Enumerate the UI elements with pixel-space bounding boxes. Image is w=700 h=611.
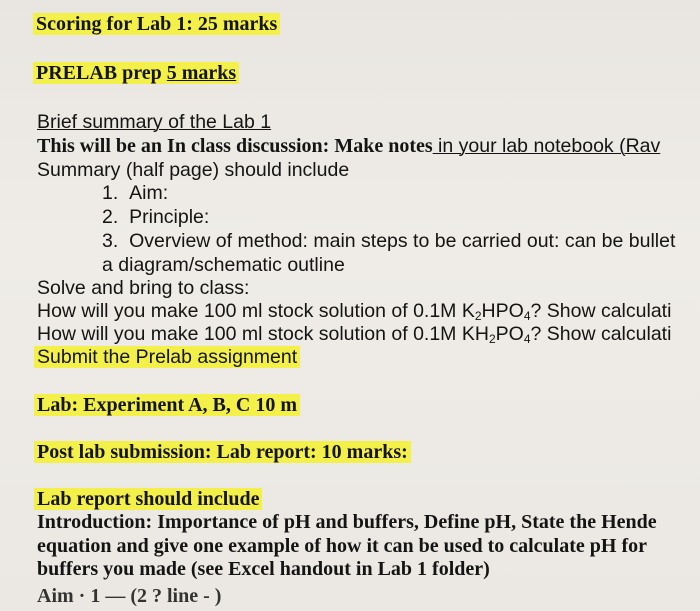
report-title-text: Lab report should include [34,488,262,510]
discussion-line [37,135,660,158]
report-line-2: equation and give one example of how it can be used to calculate pH for [37,535,647,557]
q1-sub-1: 2 [474,309,482,323]
q1-suffix: ? Show calculati [530,300,672,322]
page-heading-text: Scoring for Lab 1: 25 marks [33,13,280,35]
postlab-heading-text: Post lab submission: Lab report: 10 marks: [34,441,411,463]
solve-title: Solve and bring to class: [37,277,250,299]
postlab-heading [34,441,411,464]
item-number: 3. [102,230,119,252]
q2-mid: PO [495,323,524,345]
prelab-heading-text [33,62,239,84]
discussion-bold: This will be an In class discussion: Make notes [37,135,433,157]
report-title [34,488,262,511]
q2-sub-2: 4 [523,332,531,346]
item-text: Overview of method: main steps to be carried out: can be bullet [129,230,676,252]
q2-sub-1: 2 [488,332,496,346]
summary-item-2 [102,206,209,229]
report-line-4-cut: Aim · 1 — (2 ? line - ) [37,585,222,607]
q2-suffix: ? Show calculati [530,323,672,345]
summary-title [37,111,271,134]
summary-item-3 [102,230,675,253]
q1-mid: HPO [481,300,524,322]
q2-prefix: How will you make 100 ml stock solution of 0.1M KH [37,323,489,345]
summary-title-text: Brief summary of the Lab 1 [37,111,272,133]
item-text: Principle: [129,206,210,228]
report-line-3: buffers you made (see Excel handout in Lab 1 folder) [37,558,490,580]
discussion-tail: in your lab notebook (Rav [432,135,661,157]
item-number: 1. [102,182,119,204]
item-text: Aim: [129,182,169,204]
lab-experiment [34,394,300,417]
lab-experiment-text: Lab: Experiment A, B, C 10 m [34,394,300,416]
summary-item-1 [102,182,168,205]
page-heading [33,13,280,36]
q1-sub-2: 4 [523,309,531,323]
summary-item-3-continuation: a diagram/schematic outline [102,254,345,276]
prelab-heading [33,62,239,85]
summary-intro: Summary (half page) should include [37,159,350,181]
submit-prelab-text: Submit the Prelab assignment [34,346,300,368]
question-2 [37,323,671,346]
report-line-1: Introduction: Importance of pH and buffers, Define pH, State the Hende [37,511,657,533]
item-number: 2. [102,206,119,228]
submit-prelab [34,346,300,369]
q1-prefix: How will you make 100 ml stock solution of 0.1M K [37,300,475,322]
question-1 [37,300,671,323]
prelab-label: PRELAB prep [36,62,167,84]
prelab-marks: 5 marks [166,62,237,84]
